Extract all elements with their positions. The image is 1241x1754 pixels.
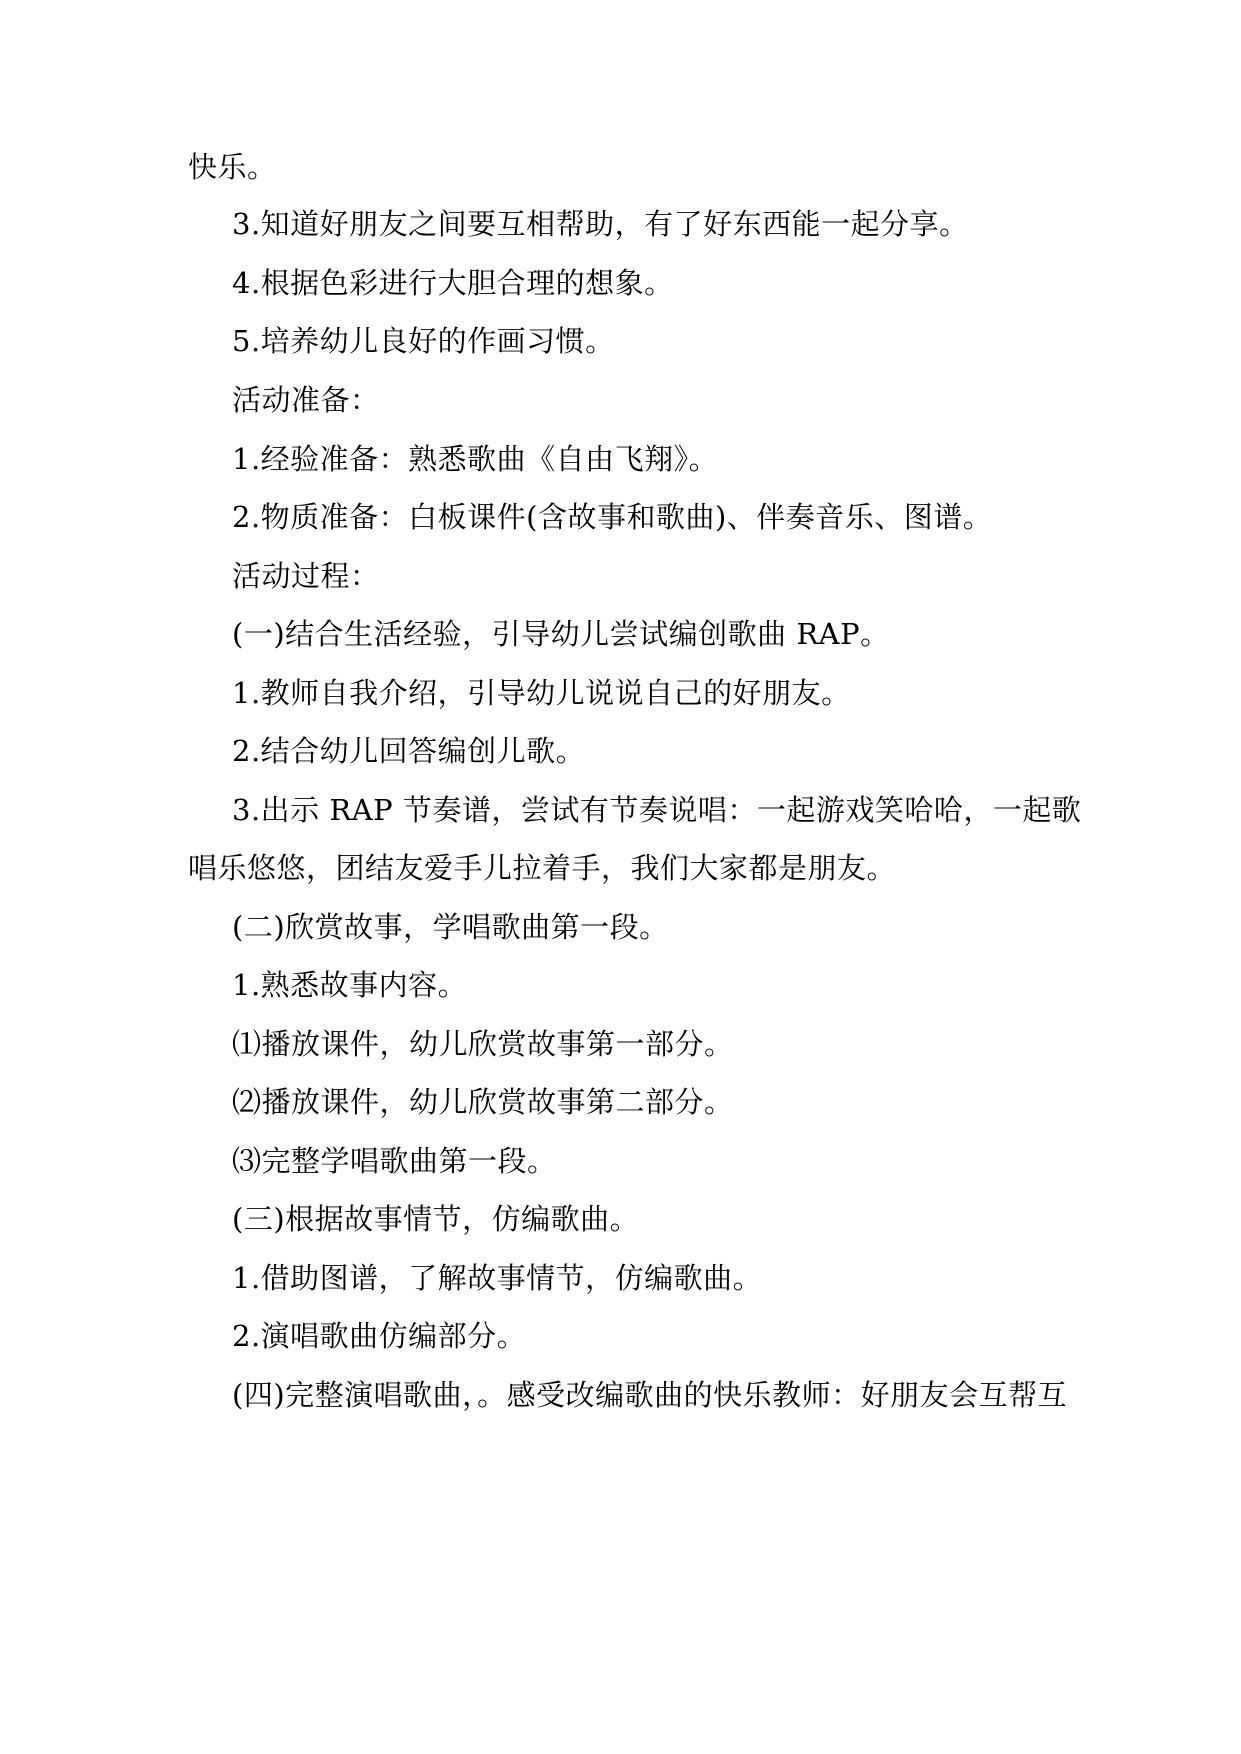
text-line: 1.经验准备：熟悉歌曲《自由飞翔》。: [232, 442, 719, 476]
text-line: 4.根据色彩进行大胆合理的想象。: [232, 266, 674, 300]
text-line: 1.借助图谱，了解故事情节，仿编歌曲。: [232, 1261, 763, 1295]
text-line: 2.物质准备：白板课件(含故事和歌曲)、伴奏音乐、图谱。: [232, 500, 993, 534]
text-line: 3.出示 RAP 节奏谱，尝试有节奏说唱：一起游戏笑哈哈，一起歌: [232, 793, 1082, 827]
text-line: (一)结合生活经验，引导幼儿尝试编创歌曲 RAP。: [232, 617, 890, 651]
text-line: 3.知道好朋友之间要互相帮助，有了好东西能一起分享。: [232, 207, 969, 241]
text-line: ⑵播放课件，幼儿欣赏故事第二部分。: [232, 1085, 734, 1119]
text-line: 快乐。: [188, 150, 277, 184]
text-line: (四)完整演唱歌曲，。感受改编歌曲的快乐教师：好朋友会互帮互: [232, 1378, 1068, 1412]
text-line: (三)根据故事情节，仿编歌曲。: [232, 1202, 640, 1236]
text-line: 唱乐悠悠，团结友爱手儿拉着手，我们大家都是朋友。: [188, 851, 897, 885]
section-heading: 活动过程：: [232, 559, 380, 593]
text-line: ⑴播放课件，幼儿欣赏故事第一部分。: [232, 1027, 734, 1061]
text-line: (二)欣赏故事，学唱歌曲第一段。: [232, 910, 669, 944]
text-line: 1.教师自我介绍，引导幼儿说说自己的好朋友。: [232, 676, 851, 710]
section-heading: 活动准备：: [232, 383, 380, 417]
text-line: 5.培养幼儿良好的作画习惯。: [232, 324, 615, 358]
text-line: ⑶完整学唱歌曲第一段。: [232, 1144, 557, 1178]
text-line: 2.结合幼儿回答编创儿歌。: [232, 734, 586, 768]
text-line: 2.演唱歌曲仿编部分。: [232, 1319, 527, 1353]
text-line: 1.熟悉故事内容。: [232, 968, 468, 1002]
